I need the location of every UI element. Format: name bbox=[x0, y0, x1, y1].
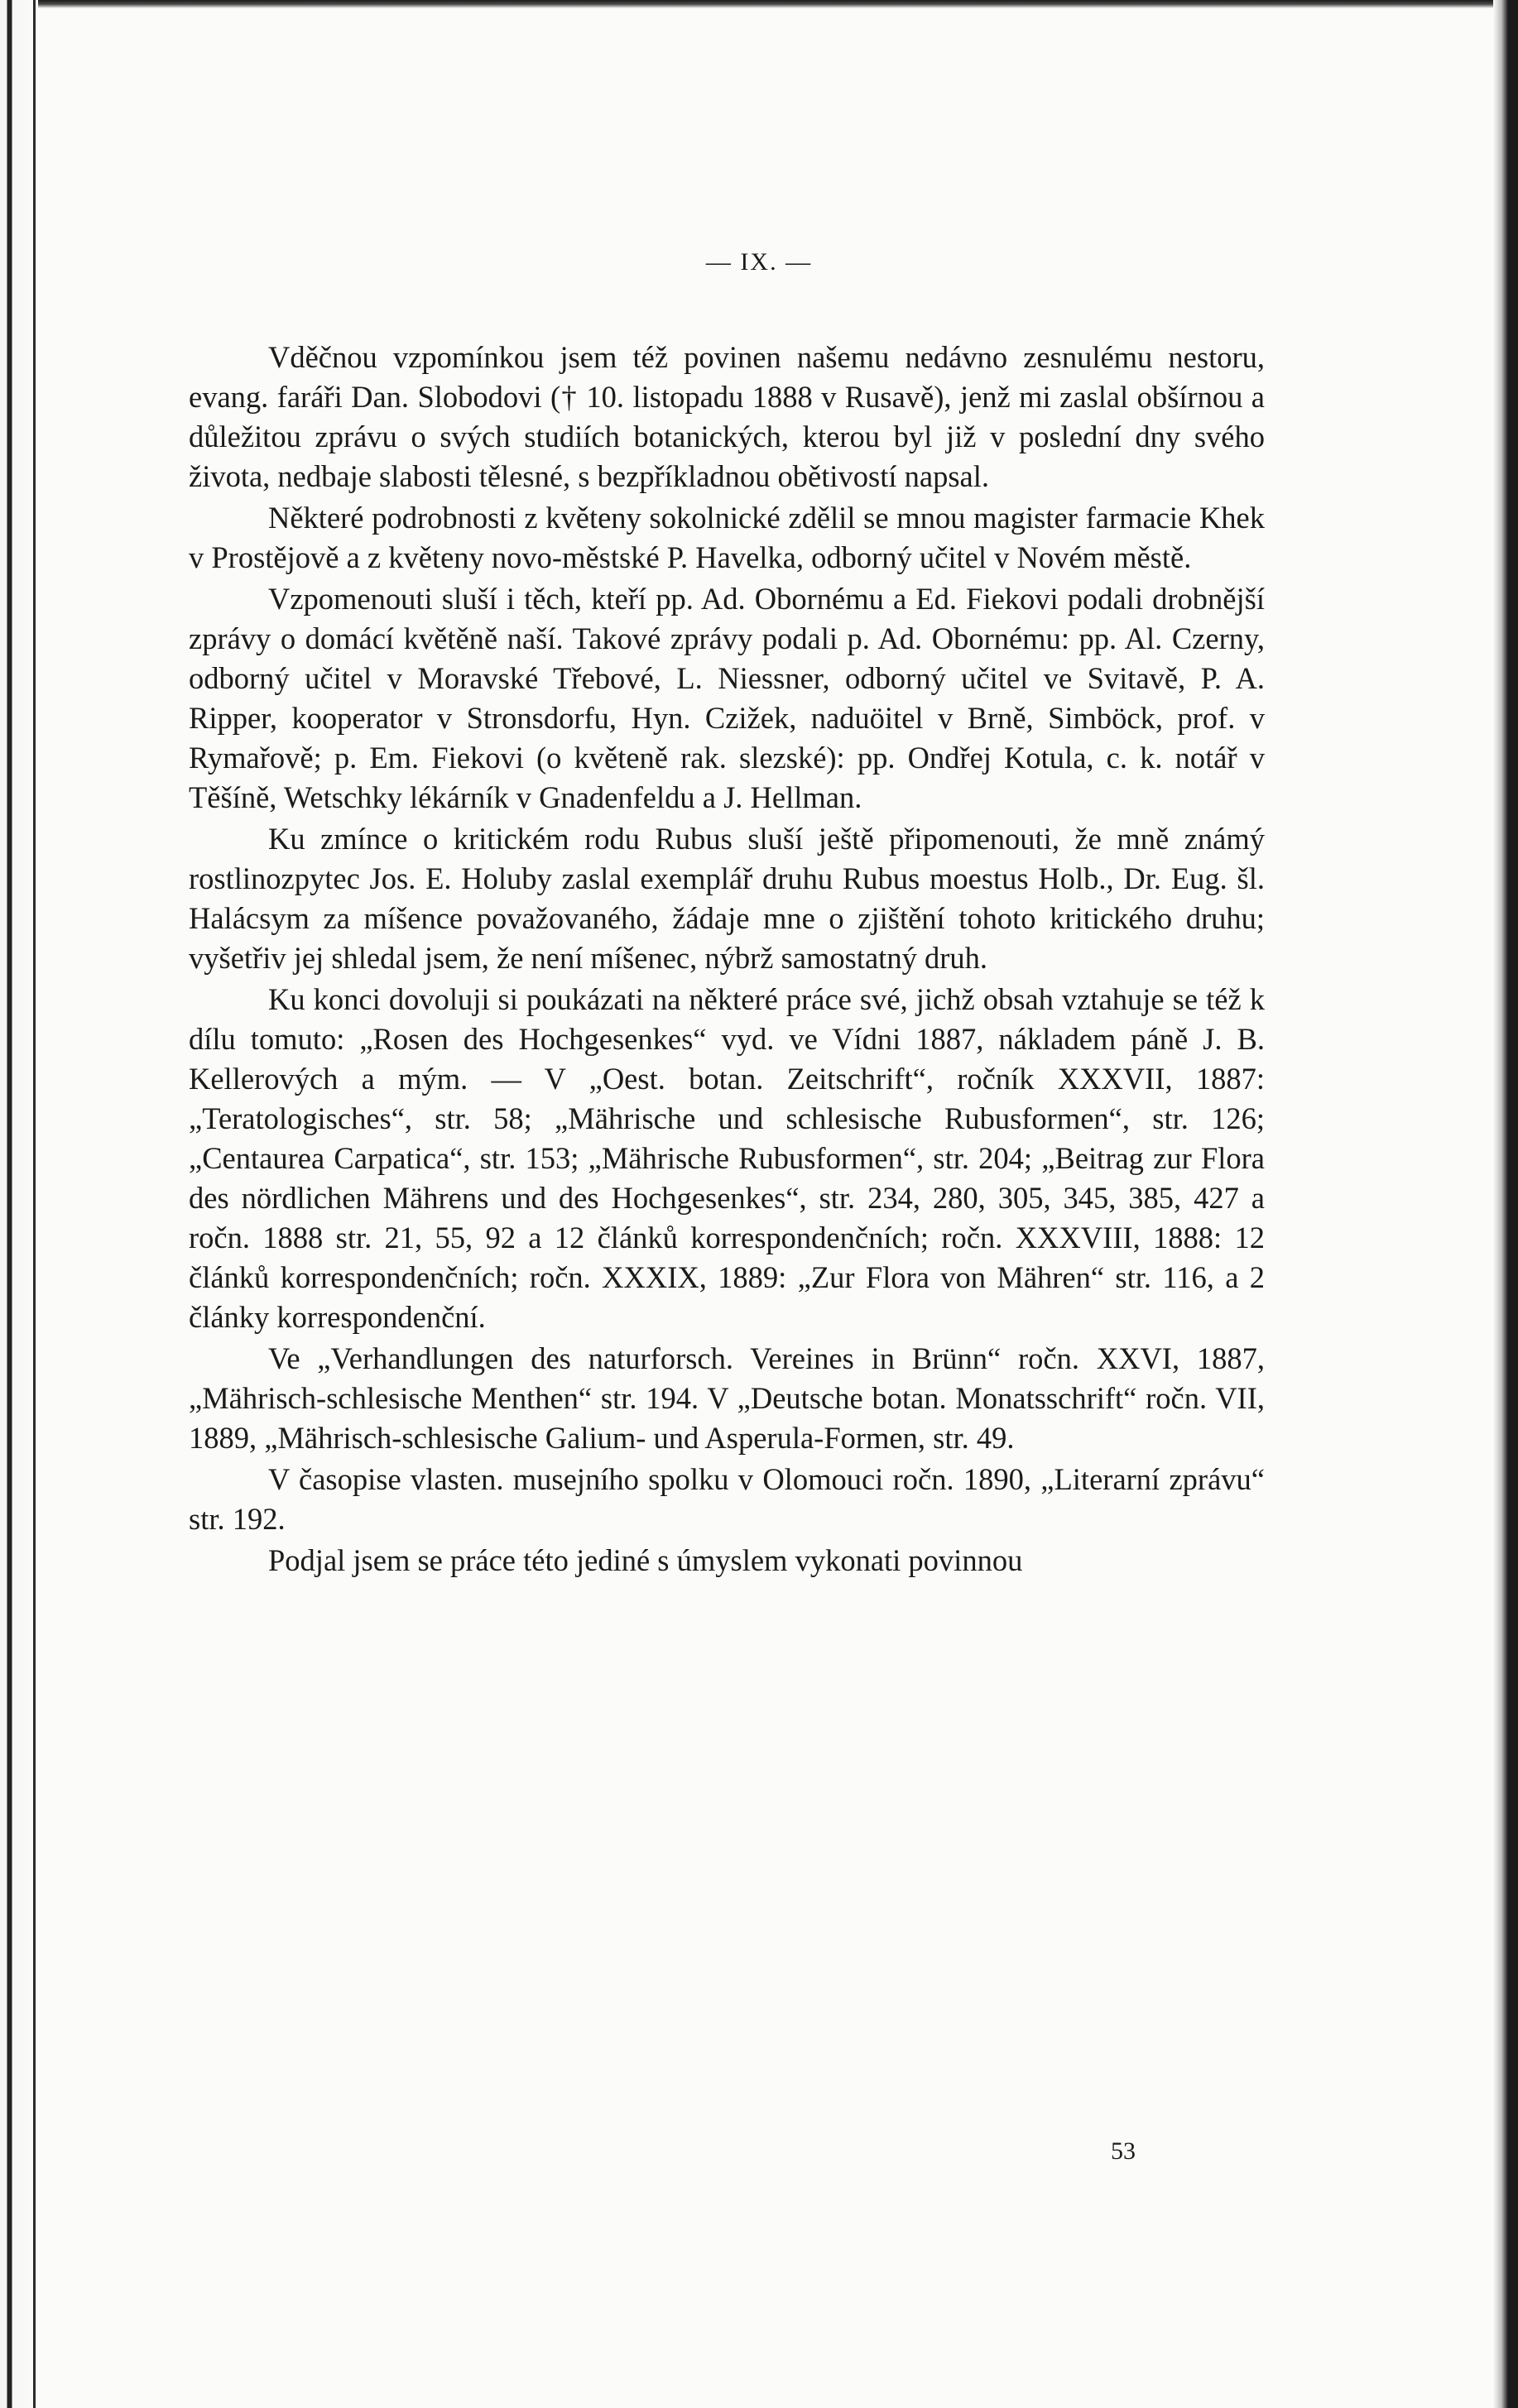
page-number: 53 bbox=[1111, 2137, 1136, 2165]
paragraph-verhandlungen: Ve „Verhandlungen des naturforsch. Vereines in Brünn“ ročn. XXVI, 1887, „Mährisch-schlesische Menthen“ str. 194. V „Deutsche botan. Monatsschrift“ ročn. VII, 1889, „Mährisch-schlesische Galium- und Asperula-Formen, str. 49. bbox=[189, 1341, 1265, 1455]
scan-edge-top bbox=[0, 0, 1518, 8]
paragraph-olomouc: V časopise vlasten. musejního spolku v Olomouci ročn. 1890, „Literarní zprávu“ str. 192. bbox=[189, 1462, 1265, 1536]
body-text bbox=[189, 338, 1265, 1581]
scan-binding-line bbox=[33, 0, 36, 2408]
scan-edge-right bbox=[1493, 0, 1518, 2408]
paragraph-khek-havelka: Některé podrobnosti z květeny sokolnické zdělil se mnou magister farmacie Khek v Prostějově a z květeny novo-městské P. Havelka, odborný učitel v Novém městě. bbox=[189, 501, 1265, 574]
paragraph-rubus: Ku zmínce o kritickém rodu Rubus sluší ještě připomenouti, že mně známý rostlinozpytec Jos. E. Holuby zaslal exemplář druhu Rubus moestus Holb., Dr. Eug. šl. Halácsym za míšence považovaného, žádaje mne o zjištění tohoto kritického druhu; vyšetřiv jej shledal jsem, že není míšenec, nýbrž samostatný druh. bbox=[189, 822, 1265, 975]
paragraph-closing: Podjal jsem se práce této jediné s úmyslem vykonati povinnou bbox=[268, 1543, 1023, 1577]
paragraph-acknowledgement-slobod: Vděčnou vzpomínkou jsem též povinen našemu nedávno zesnulému nestoru, evang. faráři Dan. Slobodovi († 10. listopadu 1888 v Rusavě), jenž mi zaslal obšírnou a důležitou zprávu o svých studiích botanických, kterou byl již v poslední dny svého života, nedbaje slabosti tělesné, s bezpříkladnou obětivostí napsal. bbox=[189, 340, 1265, 493]
paragraph-own-works: Ku konci dovoluji si poukázati na některé práce své, jichž obsah vztahuje se též k dílu tomuto: „Rosen des Hochgesenkes“ vyd. ve Vídni 1887, nákladem páně J. B. Kellerových a mým. — V „Oest. botan. Zeitschrift“, ročník XXXVII, 1887: „Teratologisches“, str. 58; „Mährische und schlesische Rubusformen“, str. 126; „Centaurea Carpatica“, str. 153; „Mährische Rubusformen“, str. 204; „Beitrag zur Flora des nördlichen Mährens und des Hochgesenkes“, str. 234, 280, 305, 345, 385, 427 a ročn. 1888 str. 21, 55, 92 a 12 článků korrespondenčních; ročn. XXXVIII, 1888: 12 článků korrespondenčních; ročn. XXXIX, 1889: „Zur Flora von Mähren“ str. 116, a 2 články korrespondenční. bbox=[189, 982, 1265, 1334]
paragraph-contributors: Vzpomenouti sluší i těch, kteří pp. Ad. Obornému a Ed. Fiekovi podali drobnější zprávy o domácí květěně naší. Takové zprávy podali p. Ad. Obornému: pp. Al. Czerny, odborný učitel v Moravské Třebové, L. Niessner, odborný učitel ve Svitavě, P. A. Ripper, kooperator v Stronsdorfu, Hyn. Czižek, naduöitel v Brně, Simböck, prof. v Rymařově; p. Em. Fiekovi (o květeně rak. slezské): pp. Ondřej Kotula, c. k. notář v Těšíně, Wetschky lékárník v Gnadenfeldu a J. Hellman. bbox=[189, 582, 1265, 814]
running-head: — IX. — bbox=[705, 248, 813, 276]
